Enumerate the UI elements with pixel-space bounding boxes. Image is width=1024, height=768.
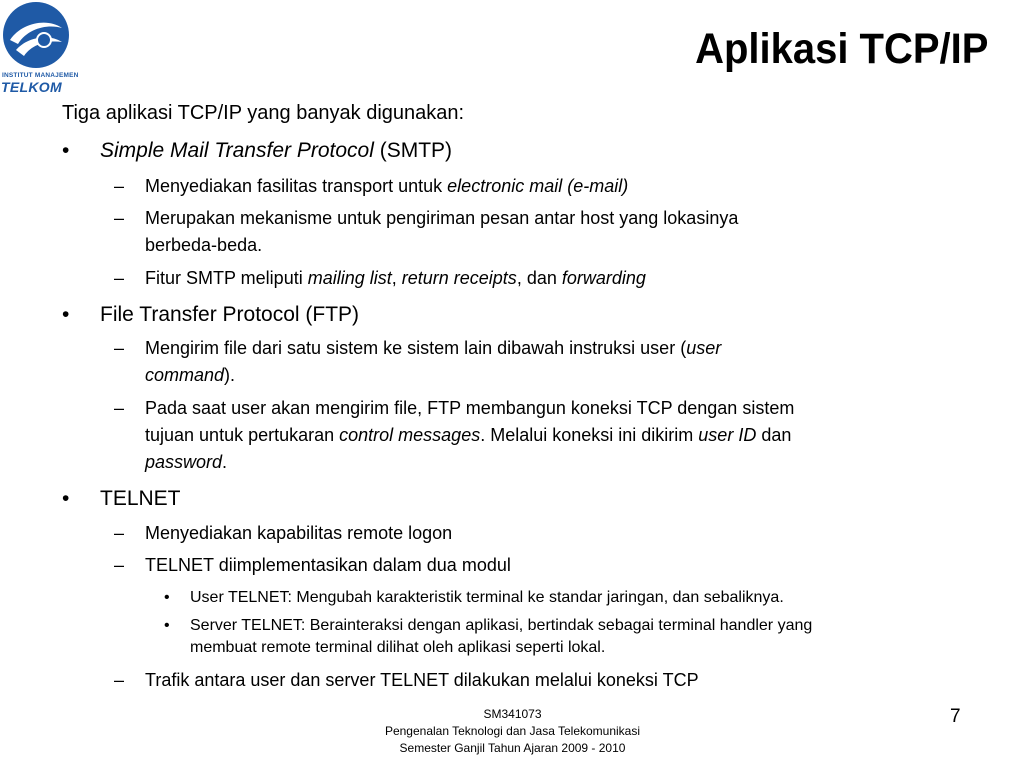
bullet-marker: • bbox=[62, 139, 70, 162]
dash-marker: – bbox=[114, 208, 125, 228]
logo-wordmark: TELKOM bbox=[1, 79, 62, 95]
bullet-marker: • bbox=[62, 487, 70, 510]
ftp-item-2-line-2: tujuan untuk pertukaran control messages. Melalui koneksi ini dikirim user ID dan bbox=[145, 425, 792, 445]
ftp-item-1-line-2: command). bbox=[145, 365, 236, 385]
telnet-item-3-text: Trafik antara user dan server TELNET dilakukan melalui koneksi TCP bbox=[145, 670, 699, 690]
bullet-marker: • bbox=[164, 589, 170, 606]
ftp-item-2-line-1: Pada saat user akan mengirim file, FTP membangun koneksi TCP dengan sistem bbox=[145, 398, 795, 418]
dash-marker: – bbox=[114, 670, 125, 690]
dash-marker: – bbox=[114, 398, 125, 418]
footer-course-name: Pengenalan Teknologi dan Jasa Telekomunikasi bbox=[384, 724, 641, 738]
dash-marker: – bbox=[114, 176, 125, 196]
smtp-item-3-text: Fitur SMTP meliputi mailing list, return receipts, dan forwarding bbox=[145, 268, 646, 288]
telnet-item-1-text: Menyediakan kapabilitas remote logon bbox=[145, 523, 453, 543]
dash-marker: – bbox=[114, 555, 125, 575]
smtp-item-2-line-2: berbeda-beda. bbox=[145, 235, 263, 255]
dash-marker: – bbox=[114, 268, 125, 288]
footer-semester: Semester Ganjil Tahun Ajaran 2009 - 2010 bbox=[399, 741, 626, 755]
logo-emblem-icon bbox=[0, 0, 76, 72]
telnet-subitem-2-line-2: membuat remote terminal dilihat oleh aplikasi seperti lokal. bbox=[190, 639, 606, 656]
smtp-item-1-text: Menyediakan fasilitas transport untuk electronic mail (e-mail) bbox=[145, 176, 629, 196]
telnet-item-2-text: TELNET diimplementasikan dalam dua modul bbox=[145, 555, 511, 575]
dash-marker: – bbox=[114, 523, 125, 543]
slide-title: Aplikasi TCP/IP bbox=[694, 25, 988, 73]
page-number: 7 bbox=[950, 706, 961, 727]
bullet-ftp-label: File Transfer Protocol (FTP) bbox=[100, 303, 360, 326]
bullet-marker: • bbox=[164, 617, 170, 634]
telnet-subitem-2-line-1: Server TELNET: Berainteraksi dengan aplikasi, bertindak sebagai terminal handler yang bbox=[190, 617, 813, 634]
telnet-subitem-1-text: User TELNET: Mengubah karakteristik terminal ke standar jaringan, dan sebaliknya. bbox=[190, 589, 784, 606]
footer-course-code: SM341073 bbox=[483, 707, 542, 721]
slide-footer bbox=[340, 706, 685, 757]
smtp-item-2-line-1: Merupakan mekanisme untuk pengiriman pesan antar host yang lokasinya bbox=[145, 208, 739, 228]
ftp-item-1-line-1: Mengirim file dari satu sistem ke sistem lain dibawah instruksi user (user bbox=[145, 338, 722, 358]
intro-text: Tiga aplikasi TCP/IP yang banyak digunakan: bbox=[62, 102, 465, 124]
bullet-smtp-label: Simple Mail Transfer Protocol (SMTP) bbox=[100, 139, 453, 162]
ftp-item-2-line-3: password. bbox=[145, 452, 228, 472]
institution-logo bbox=[0, 0, 79, 100]
bullet-marker: • bbox=[62, 303, 70, 326]
bullet-telnet-label: TELNET bbox=[100, 487, 181, 510]
dash-marker: – bbox=[114, 338, 125, 358]
logo-subtitle: INSTITUT MANAJEMEN bbox=[2, 72, 79, 79]
